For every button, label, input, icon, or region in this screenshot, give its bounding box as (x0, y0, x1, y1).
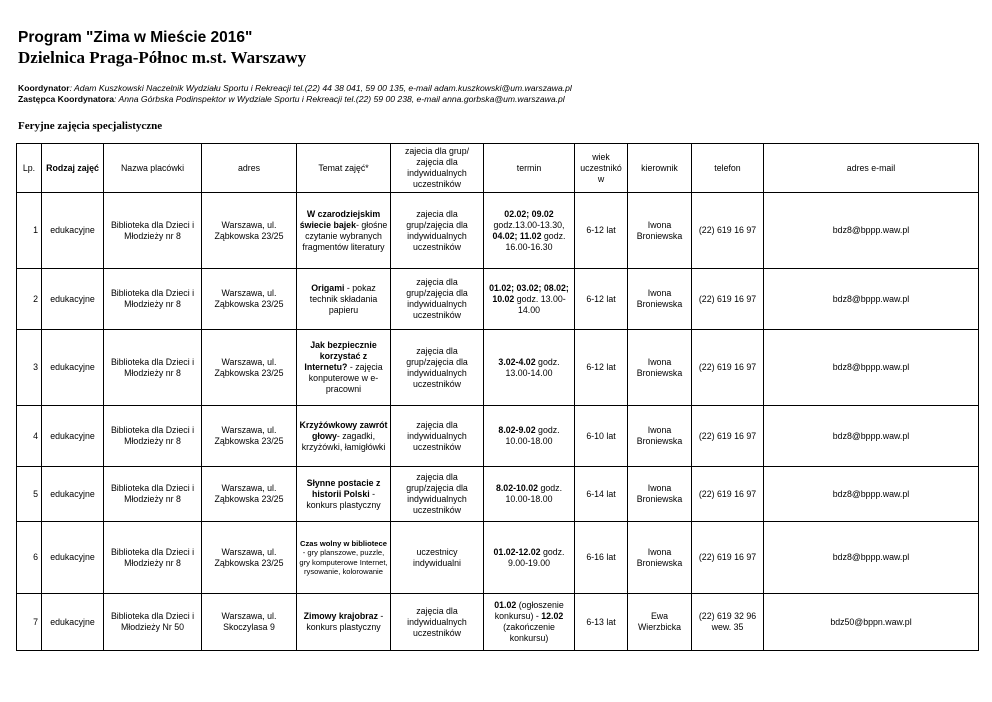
termin-hours: godz. 13.00-14.00 (505, 356, 560, 378)
temat-desc: - konkurs plastyczny (306, 488, 381, 510)
temat-title: Krzyżówkowy zawrót głowy (299, 419, 388, 441)
cell-lp: 2 (17, 269, 42, 330)
termin-dates-2: 04.02; 11.02 (492, 230, 542, 241)
cell-nazwa: Biblioteka dla Dzieci i Młodzieży nr 8 (104, 330, 202, 406)
cell-lp: 7 (17, 594, 42, 651)
cell-termin (484, 269, 575, 330)
termin-dates: 01.02; 03.02; 08.02; 10.02 (489, 282, 569, 304)
cell-rodzaj: edukacyjne (42, 406, 104, 467)
col-header-telefon: telefon (692, 144, 764, 193)
cell-temat (297, 594, 391, 651)
cell-nazwa: Biblioteka dla Dzieci i Młodzieży nr 8 (104, 406, 202, 467)
cell-kierownik: Iwona Broniewska (628, 193, 692, 269)
cell-wiek: 6-13 lat (575, 594, 628, 651)
cell-zajecia: zajęcia dla indywidualnych uczestników (391, 594, 484, 651)
table-row (17, 467, 979, 522)
cell-rodzaj: edukacyjne (42, 330, 104, 406)
termin-dates-2: 12.02 (541, 611, 564, 621)
cell-temat (297, 330, 391, 406)
col-header-zajecia: zajecia dla grup/ zajęcia dla indywidualnych uczestników (391, 144, 484, 193)
termin-hours-2: (zakończenie konkursu) (503, 622, 555, 643)
cell-email: bdz8@bppp.waw.pl (764, 467, 979, 522)
deputy-coordinator-line (18, 94, 565, 104)
cell-temat (297, 467, 391, 522)
cell-adres: Warszawa, ul. Ząbkowska 23/25 (202, 522, 297, 594)
activities-table (16, 143, 979, 651)
coordinator-label: Koordynator (18, 83, 70, 93)
cell-telefon: (22) 619 16 97 (692, 522, 764, 594)
temat-title: Czas wolny w bibliotece (300, 538, 387, 548)
table-row (17, 269, 979, 330)
table-row (17, 522, 979, 594)
table-row (17, 406, 979, 467)
cell-email: bdz8@bppp.waw.pl (764, 330, 979, 406)
cell-temat (297, 269, 391, 330)
cell-adres: Warszawa, ul. Ząbkowska 23/25 (202, 193, 297, 269)
temat-title: Słynne postacie z historii Polski (306, 477, 381, 499)
cell-rodzaj: edukacyjne (42, 467, 104, 522)
cell-email: bdz8@bppp.waw.pl (764, 406, 979, 467)
cell-adres: Warszawa, ul. Skoczylasa 9 (202, 594, 297, 651)
cell-telefon: (22) 619 32 96 wew. 35 (692, 594, 764, 651)
cell-telefon: (22) 619 16 97 (692, 467, 764, 522)
col-header-nazwa: Nazwa placówki (104, 144, 202, 193)
deputy-label: Zastępca Koordynatora (18, 94, 114, 104)
cell-telefon: (22) 619 16 97 (692, 406, 764, 467)
cell-wiek: 6-10 lat (575, 406, 628, 467)
termin-dates: 8.02-9.02 (498, 425, 536, 435)
cell-adres: Warszawa, ul. Ząbkowska 23/25 (202, 269, 297, 330)
col-header-lp: Lp. (17, 144, 42, 193)
cell-zajecia: zajecia dla grup/zajęcia dla indywidualnych uczestników (391, 193, 484, 269)
program-title: Program "Zima w Mieście 2016" (18, 29, 253, 46)
termin-dates: 02.02; 09.02 (504, 208, 554, 219)
cell-email: bdz8@bppp.waw.pl (764, 193, 979, 269)
cell-kierownik: Iwona Broniewska (628, 269, 692, 330)
temat-desc: - zagadki, krzyżówki, łamigłówki (301, 430, 386, 452)
cell-lp: 6 (17, 522, 42, 594)
cell-rodzaj: edukacyjne (42, 594, 104, 651)
termin-hours: godz. 9.00-19.00 (507, 546, 565, 568)
temat-title: Origami (311, 282, 345, 293)
deputy-details: : Anna Górbska Podinspektor w Wydziale Sportu i Rekreacji tel.(22) 59 00 238, e-mail anna.gorbska@um.warszawa.pl (114, 94, 565, 104)
cell-rodzaj: edukacyjne (42, 193, 104, 269)
cell-telefon: (22) 619 16 97 (692, 330, 764, 406)
cell-kierownik: Iwona Broniewska (628, 522, 692, 594)
coordinator-line (18, 83, 572, 93)
cell-email: bdz8@bppp.waw.pl (764, 269, 979, 330)
cell-rodzaj: edukacyjne (42, 269, 104, 330)
cell-kierownik: Iwona Broniewska (628, 467, 692, 522)
termin-hours: godz.13.00-13.30, (493, 219, 565, 230)
cell-termin (484, 594, 575, 651)
cell-email: bdz8@bppp.waw.pl (764, 522, 979, 594)
cell-wiek: 6-16 lat (575, 522, 628, 594)
table-row (17, 330, 979, 406)
cell-telefon: (22) 619 16 97 (692, 193, 764, 269)
cell-adres: Warszawa, ul. Ząbkowska 23/25 (202, 467, 297, 522)
cell-kierownik: Ewa Wierzbicka (628, 594, 692, 651)
table-row (17, 193, 979, 269)
cell-zajecia: uczestnicy indywidualni (391, 522, 484, 594)
coordinator-details: : Adam Kuszkowski Naczelnik Wydziału Sportu i Rekreacji tel.(22) 44 38 041, 59 00 135, e-mail adam.kuszkowski@um.warszawa.pl (69, 83, 572, 93)
cell-email: bdz50@bppn.waw.pl (764, 594, 979, 651)
cell-kierownik: Iwona Broniewska (628, 406, 692, 467)
cell-zajecia: zajęcia dla grup/zajęcia dla indywidualnych uczestników (391, 269, 484, 330)
termin-dates: 01.02 (494, 600, 517, 610)
termin-dates: 3.02-4.02 (498, 356, 536, 367)
termin-hours-2: godz. 16.00-16.30 (505, 230, 566, 252)
col-header-rodzaj: Rodzaj zajęć (42, 144, 104, 193)
cell-nazwa: Biblioteka dla Dzieci i Młodzieży nr 8 (104, 522, 202, 594)
cell-adres: Warszawa, ul. Ząbkowska 23/25 (202, 406, 297, 467)
col-header-adres: adres (202, 144, 297, 193)
col-header-wiek: wiek uczestnikó w (575, 144, 628, 193)
col-header-termin: termin (484, 144, 575, 193)
cell-zajecia: zajęcia dla grup/zajęcia dla indywidualnych uczestników (391, 467, 484, 522)
cell-wiek: 6-12 lat (575, 193, 628, 269)
temat-desc: - zajęcia konputerowe w e-pracowni (308, 362, 383, 394)
cell-temat (297, 522, 391, 594)
cell-zajecia: zajęcia dla grup/zajęcia dla indywidualnych uczestników (391, 330, 484, 406)
cell-temat (297, 406, 391, 467)
temat-title: Zimowy krajobraz (303, 611, 378, 621)
termin-dates: 01.02-12.02 (493, 546, 541, 557)
cell-nazwa: Biblioteka dla Dzieci i Młodzieży nr 8 (104, 467, 202, 522)
cell-lp: 4 (17, 406, 42, 467)
termin-hours: (ogłoszenie konkursu) - (494, 600, 564, 621)
termin-hours: godz. 10.00-18.00 (505, 483, 563, 504)
cell-termin (484, 406, 575, 467)
cell-temat (297, 193, 391, 269)
district-title: Dzielnica Praga-Północ m.st. Warszawy (18, 48, 307, 67)
cell-rodzaj: edukacyjne (42, 522, 104, 594)
termin-hours: godz. 10.00-18.00 (505, 425, 560, 446)
section-title: Feryjne zajęcia specjalistyczne (18, 120, 163, 132)
cell-termin (484, 467, 575, 522)
cell-nazwa: Biblioteka dla Dzieci i Młodzieży Nr 50 (104, 594, 202, 651)
col-header-email: adres e-mail (764, 144, 979, 193)
cell-wiek: 6-12 lat (575, 330, 628, 406)
temat-title: W czarodziejskim świecie bajek (299, 208, 381, 230)
cell-wiek: 6-14 lat (575, 467, 628, 522)
cell-lp: 1 (17, 193, 42, 269)
termin-dates: 8.02-10.02 (495, 483, 539, 493)
col-header-kierownik: kierownik (628, 144, 692, 193)
table-header-row (17, 144, 979, 193)
temat-desc: - konkurs plastyczny (306, 611, 384, 632)
cell-nazwa: Biblioteka dla Dzieci i Młodzieży nr 8 (104, 193, 202, 269)
col-header-temat: Temat zajęć* (297, 144, 391, 193)
cell-termin (484, 522, 575, 594)
cell-lp: 5 (17, 467, 42, 522)
temat-title: Jak bezpiecznie korzystać z Internetu? (304, 340, 377, 372)
table-row (17, 594, 979, 651)
cell-nazwa: Biblioteka dla Dzieci i Młodzieży nr 8 (104, 269, 202, 330)
cell-termin (484, 330, 575, 406)
temat-desc: - głośne czytanie wybranych fragmentów literatury (302, 219, 388, 252)
termin-hours: godz. 13.00-14.00 (514, 293, 566, 315)
cell-adres: Warszawa, ul. Ząbkowska 23/25 (202, 330, 297, 406)
cell-kierownik: Iwona Broniewska (628, 330, 692, 406)
cell-zajecia: zajęcia dla indywidualnych uczestników (391, 406, 484, 467)
temat-desc: - gry planszowe, puzzle, gry komputerowe Internet, rysowanie, kolorowanie (299, 548, 388, 576)
cell-wiek: 6-12 lat (575, 269, 628, 330)
cell-lp: 3 (17, 330, 42, 406)
temat-desc: - pokaz technik składania papieru (309, 282, 378, 315)
cell-termin (484, 193, 575, 269)
cell-telefon: (22) 619 16 97 (692, 269, 764, 330)
